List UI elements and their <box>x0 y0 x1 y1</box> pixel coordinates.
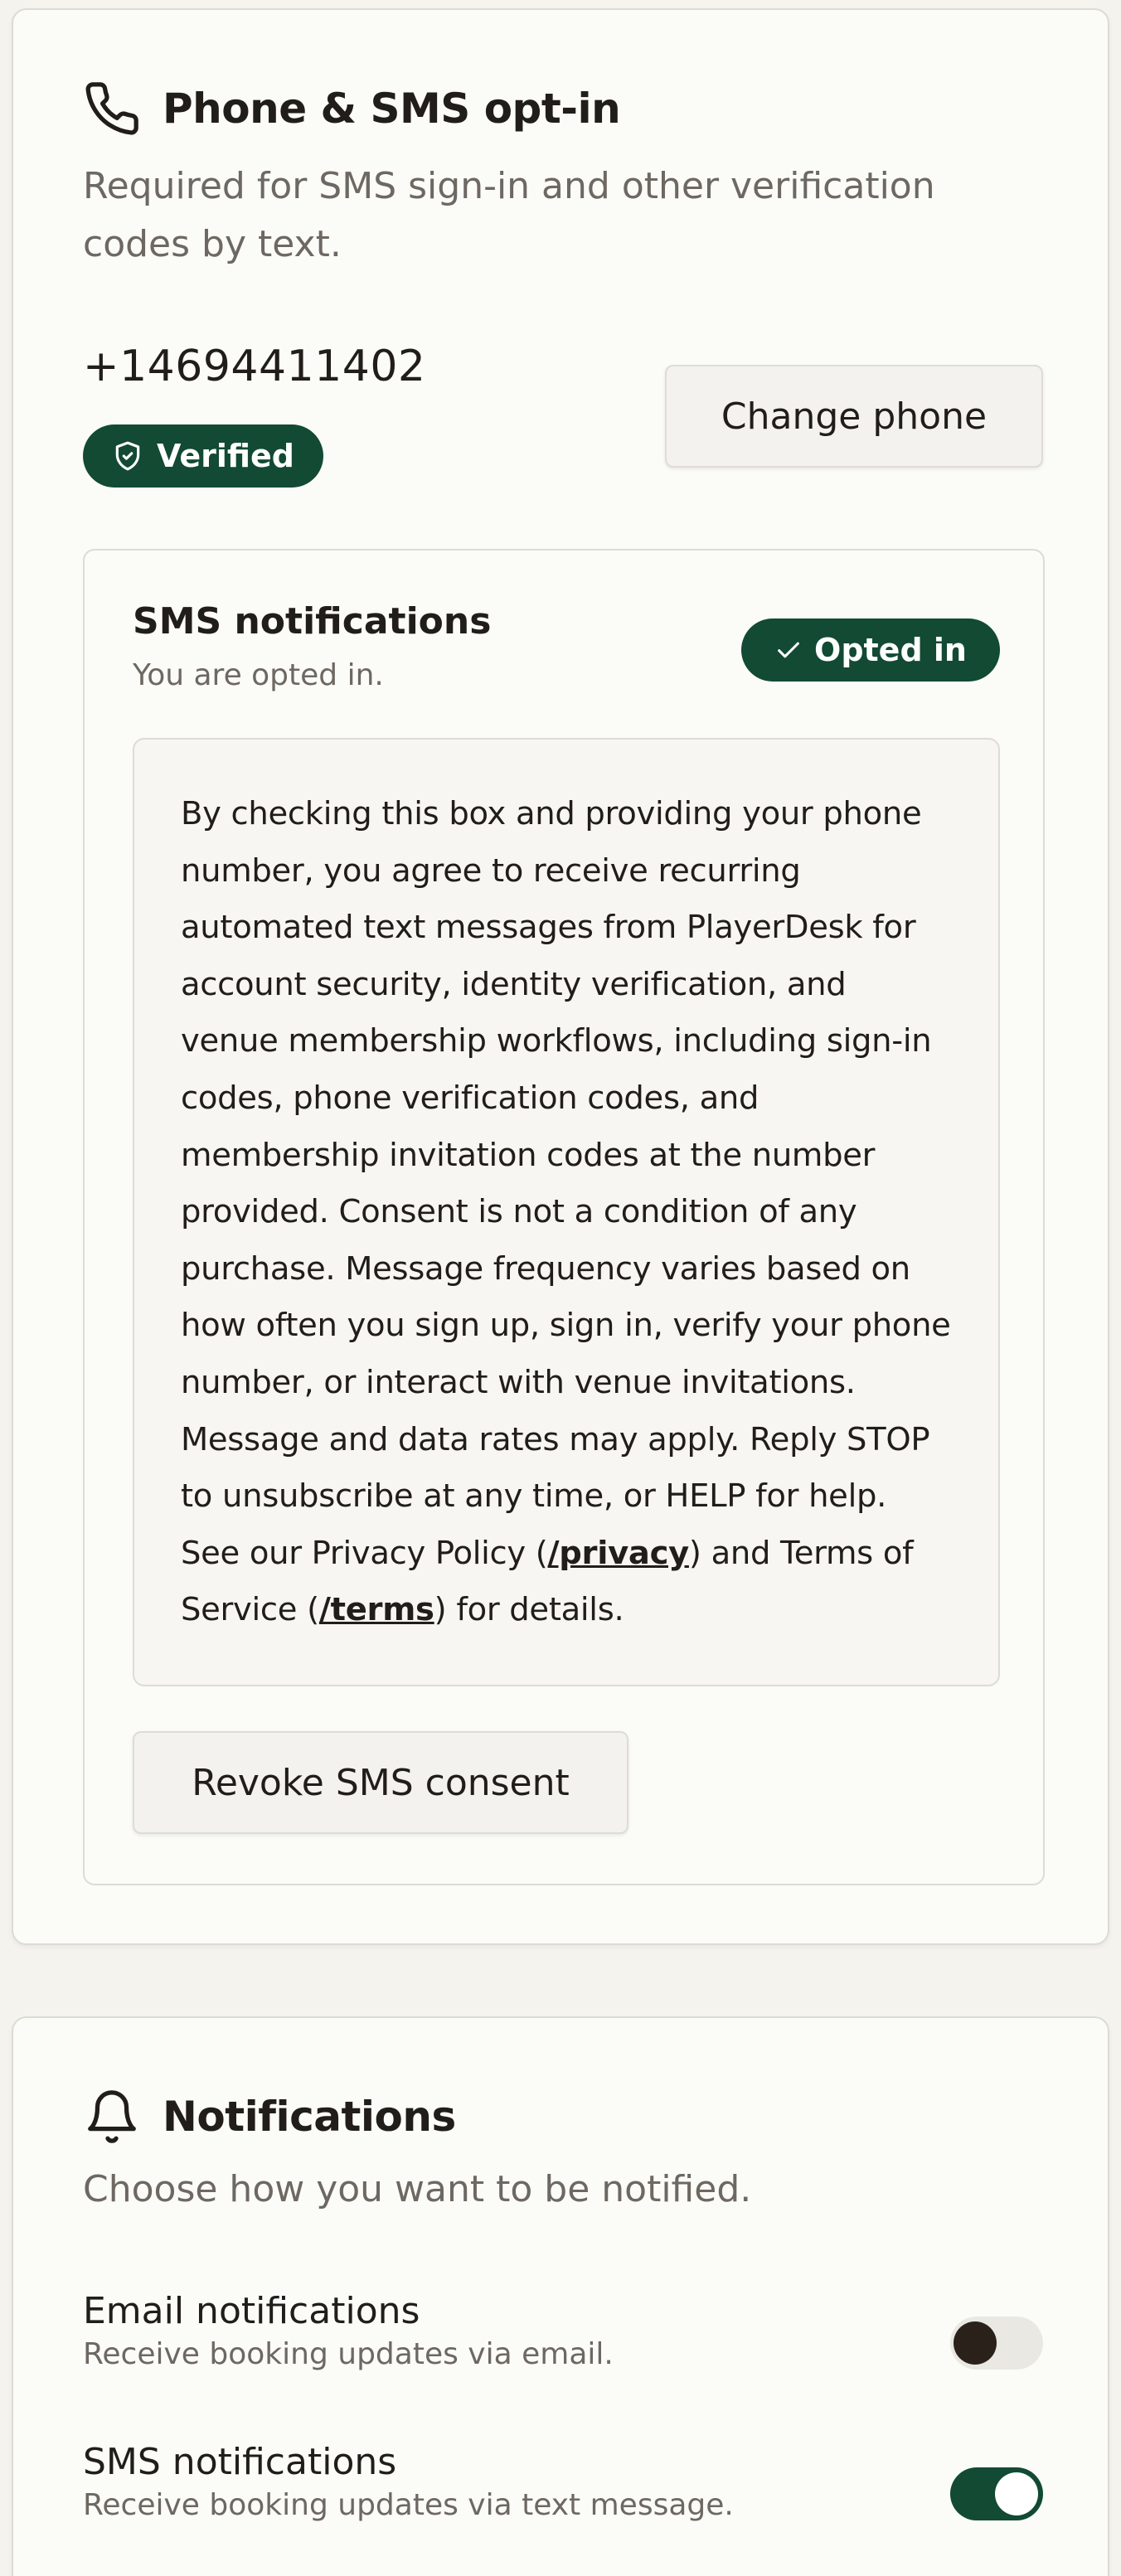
toggle-knob <box>995 2472 1038 2515</box>
sms-opt-status-text: You are opted in. <box>133 658 384 692</box>
checkmark-icon <box>774 636 803 664</box>
email-notifications-toggle[interactable] <box>950 2316 1043 2370</box>
email-notifications-title: Email notifications <box>83 2290 420 2332</box>
phone-sms-card <box>12 8 1109 1945</box>
notifications-card <box>12 2016 1109 2576</box>
phone-icon <box>83 80 141 138</box>
change-phone-button[interactable]: Change phone <box>665 365 1043 468</box>
privacy-policy-link[interactable]: /privacy <box>547 1534 689 1572</box>
phone-section-description: Required for SMS sign-in and other verification codes by text. <box>83 165 935 265</box>
opted-in-badge <box>741 619 1000 682</box>
toggle-knob <box>954 2321 997 2365</box>
consent-text-part-1: By checking this box and providing your phone number, you agree to receive recurring automated text messages from PlayerDesk for account security, identity verification, and venue membership workflows, including sign-in codes, phone verification codes, and membership invitation codes at the number provided. Consent is not a condition of any purchase. Message frequency varies based on how often you sign up, sign in, verify your phone number, or interact with venue invitations. Message and data rates may apply. Reply STOP to unsubscribe at any time, or HELP for help. See our Privacy Policy ( <box>181 795 951 1572</box>
notifications-section-title: Notifications <box>163 2093 456 2141</box>
shield-check-icon <box>112 440 143 472</box>
sms-notifications-toggle[interactable] <box>950 2467 1043 2520</box>
sms-notifications-row <box>83 2441 734 2522</box>
terms-of-service-link[interactable]: /terms <box>318 1591 434 1629</box>
opted-in-label: Opted in <box>814 632 967 668</box>
consent-text-part-3: ) for details. <box>434 1591 624 1629</box>
sms-consent-panel <box>83 549 1045 1885</box>
notifications-section-description: Choose how you want to be notified. <box>83 2168 752 2210</box>
revoke-sms-consent-button[interactable]: Revoke SMS consent <box>133 1731 628 1834</box>
consent-text-part-2: ) and Terms of Service ( <box>181 1534 914 1629</box>
sms-notifications-pref-subtitle: Receive booking updates via text message. <box>83 2488 734 2522</box>
verified-badge <box>83 424 323 488</box>
sms-notifications-title: SMS notifications <box>133 600 492 643</box>
email-notifications-row <box>83 2290 614 2371</box>
sms-notifications-pref-title: SMS notifications <box>83 2441 397 2483</box>
phone-number: +14694411402 <box>83 342 426 391</box>
phone-section-title: Phone & SMS opt-in <box>163 85 621 133</box>
notifications-section-header <box>83 2088 456 2146</box>
phone-section-header <box>83 80 620 138</box>
bell-icon <box>83 2088 141 2146</box>
sms-consent-box <box>133 738 1000 1686</box>
sms-consent-text <box>181 786 952 1639</box>
verified-label: Verified <box>156 438 294 474</box>
email-notifications-subtitle: Receive booking updates via email. <box>83 2337 614 2371</box>
